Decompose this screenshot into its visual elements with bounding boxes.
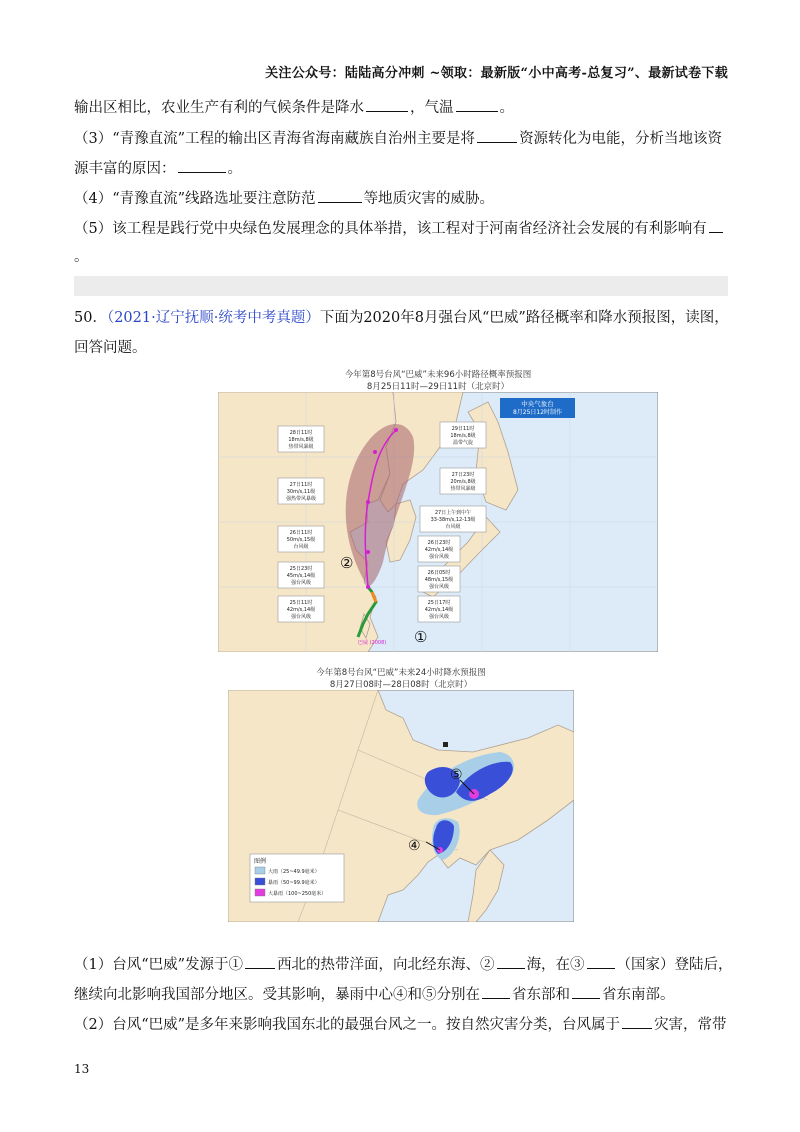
city-marker — [443, 742, 448, 747]
svg-text:强台风级: 强台风级 — [290, 580, 312, 586]
rainfall-forecast-map — [228, 690, 574, 922]
page-header: 关注公众号：陆陆高分冲刺 ~领取：最新版“小中高考-总复习”、最新试卷下载 — [265, 66, 728, 81]
answer-blank[interactable] — [366, 97, 408, 112]
page-number: 13 — [74, 1062, 90, 1076]
text: （国家）登陆后， — [616, 957, 733, 973]
svg-text:29日11时: 29日11时 — [451, 426, 475, 432]
text: 继续向北影响我国部分地区。受其影响，暴雨中心④和⑤分别在 — [74, 987, 480, 1003]
text: 灾害，常带 — [654, 1017, 727, 1033]
text: 。 — [227, 161, 242, 177]
text: 资源转化为电能，分析当地该资 — [519, 131, 723, 147]
text: 西北的热带洋面，向北经东海、② — [277, 957, 495, 973]
text-line — [74, 97, 728, 118]
svg-text:温带气旋: 温带气旋 — [452, 440, 474, 446]
text-line — [74, 158, 728, 179]
svg-text:台风级: 台风级 — [445, 524, 461, 530]
svg-text:48m/s,15级: 48m/s,15级 — [424, 577, 454, 583]
legend-swatch — [255, 867, 265, 874]
svg-text:强台风级: 强台风级 — [428, 554, 450, 560]
question-source: （2021·辽宁抚顺·统考中考真题） — [106, 310, 320, 326]
svg-text:25日11时: 25日11时 — [289, 600, 313, 606]
question-number: 50． — [74, 310, 107, 326]
circle-1: ① — [414, 628, 428, 646]
text: 省东部和 — [512, 987, 570, 1003]
text-line — [74, 128, 728, 149]
text: （2）台风“巴威”是多年来影响我国东北的最强台风之一。按自然灾害分类，台风属于 — [74, 1017, 621, 1033]
typhoon-track-map — [218, 392, 658, 652]
svg-text:热带风暴级: 热带风暴级 — [288, 444, 314, 450]
map1-title: 今年第8号台风“巴威”未来96小时路径概率预报图 — [344, 370, 532, 380]
svg-text:26日23时: 26日23时 — [427, 540, 451, 546]
answer-blank[interactable] — [572, 984, 600, 999]
text: 。 — [499, 100, 514, 116]
svg-text:26日05时: 26日05时 — [427, 570, 451, 576]
text-line — [74, 954, 733, 975]
text: 省东南部。 — [602, 987, 675, 1003]
answer-blank[interactable] — [456, 97, 498, 112]
text-line — [74, 984, 728, 1005]
text-line — [74, 218, 728, 239]
svg-text:18m/s,8级: 18m/s,8级 — [288, 437, 314, 443]
svg-text:18m/s,8级: 18m/s,8级 — [450, 433, 476, 439]
text: （4）“青豫直流”线路选址要注意防范 — [74, 191, 316, 207]
text: 。 — [74, 249, 89, 265]
question-stem — [74, 308, 728, 328]
answer-blank[interactable] — [477, 128, 517, 143]
text: 海，在③ — [526, 957, 585, 973]
legend-swatch — [255, 889, 265, 896]
text: 等地质灾害的威胁。 — [363, 191, 495, 207]
legend-swatch — [255, 878, 265, 885]
svg-text:25日17时: 25日17时 — [427, 600, 451, 606]
map1-subtitle: 8月25日11时—29日11时（北京时） — [366, 382, 510, 392]
svg-text:30m/s,11级: 30m/s,11级 — [286, 489, 316, 495]
svg-text:28日11时: 28日11时 — [289, 430, 313, 436]
legend-label: 大暴雨（100~250毫米） — [268, 891, 327, 897]
circle-2: ② — [340, 554, 354, 572]
text: 回答问题。 — [74, 340, 147, 356]
legend-label: 暴雨（50~99.9毫米） — [268, 880, 320, 886]
text: （1）台风“巴威”发源于① — [74, 957, 244, 973]
svg-text:42m/s,14级: 42m/s,14级 — [286, 607, 316, 613]
legend-label: 大雨（25~49.9毫米） — [268, 869, 320, 875]
typhoon-label: 巴威 (2008) — [358, 640, 387, 646]
text: 下面为2020年8月强台风“巴威”路径概率和降水预报图，读图， — [319, 310, 729, 326]
svg-text:27日23时: 27日23时 — [451, 472, 475, 478]
cma-badge-line1: 中央气象台 — [521, 400, 554, 408]
text-line — [74, 338, 728, 358]
circle-4: ④ — [408, 838, 421, 854]
svg-text:42m/s,14级: 42m/s,14级 — [424, 547, 454, 553]
answer-blank[interactable] — [622, 1014, 652, 1029]
svg-text:强台风级: 强台风级 — [428, 614, 450, 620]
cma-badge-line2: 8月25日12时制作 — [512, 409, 563, 416]
svg-text:25日23时: 25日23时 — [289, 566, 313, 572]
svg-text:26日11时: 26日11时 — [289, 530, 313, 536]
answer-blank[interactable] — [178, 158, 226, 173]
text: ，气温 — [410, 100, 454, 116]
answer-blank[interactable] — [245, 954, 275, 969]
svg-text:45m/s,14级: 45m/s,14级 — [286, 573, 316, 579]
svg-text:20m/s,8级: 20m/s,8级 — [450, 479, 476, 485]
text-line — [74, 247, 728, 267]
text: （3）“青豫直流”工程的输出区青海省海南藏族自治州主要是将 — [74, 131, 476, 147]
text-line — [74, 188, 728, 209]
answer-blank[interactable] — [587, 954, 615, 969]
answer-blank[interactable] — [318, 188, 362, 203]
svg-text:50m/s,15级: 50m/s,15级 — [286, 537, 316, 543]
svg-text:42m/s,14级: 42m/s,14级 — [424, 607, 454, 613]
answer-blank[interactable] — [482, 984, 510, 999]
separator-bar — [74, 276, 728, 296]
svg-text:27日11时: 27日11时 — [289, 482, 313, 488]
svg-text:33-38m/s,12-13级: 33-38m/s,12-13级 — [430, 517, 476, 523]
answer-blank[interactable] — [709, 218, 723, 233]
svg-text:强台风级: 强台风级 — [290, 614, 312, 620]
svg-text:27日上午到中午: 27日上午到中午 — [434, 510, 472, 516]
svg-text:强热带风暴级: 强热带风暴级 — [285, 496, 317, 502]
map2-subtitle: 8月27日08时—28日08时（北京时） — [329, 680, 473, 690]
text-line — [74, 1014, 728, 1035]
svg-text:强台风级: 强台风级 — [428, 584, 450, 590]
map2-title: 今年第8号台风“巴威”未来24小时降水预报图 — [316, 668, 486, 678]
text: 源丰富的原因： — [74, 161, 176, 177]
text: 输出区相比，农业生产有利的气候条件是降水 — [74, 100, 364, 116]
svg-text:台风级: 台风级 — [293, 544, 309, 550]
circle-5: ⑤ — [450, 767, 463, 783]
answer-blank[interactable] — [497, 954, 525, 969]
svg-text:热带风暴级: 热带风暴级 — [450, 486, 476, 492]
legend-title: 图例 — [254, 858, 267, 865]
text: （5）该工程是践行党中央绿色发展理念的具体举措，该工程对于河南省经济社会发展的有利影响有 — [74, 221, 707, 237]
